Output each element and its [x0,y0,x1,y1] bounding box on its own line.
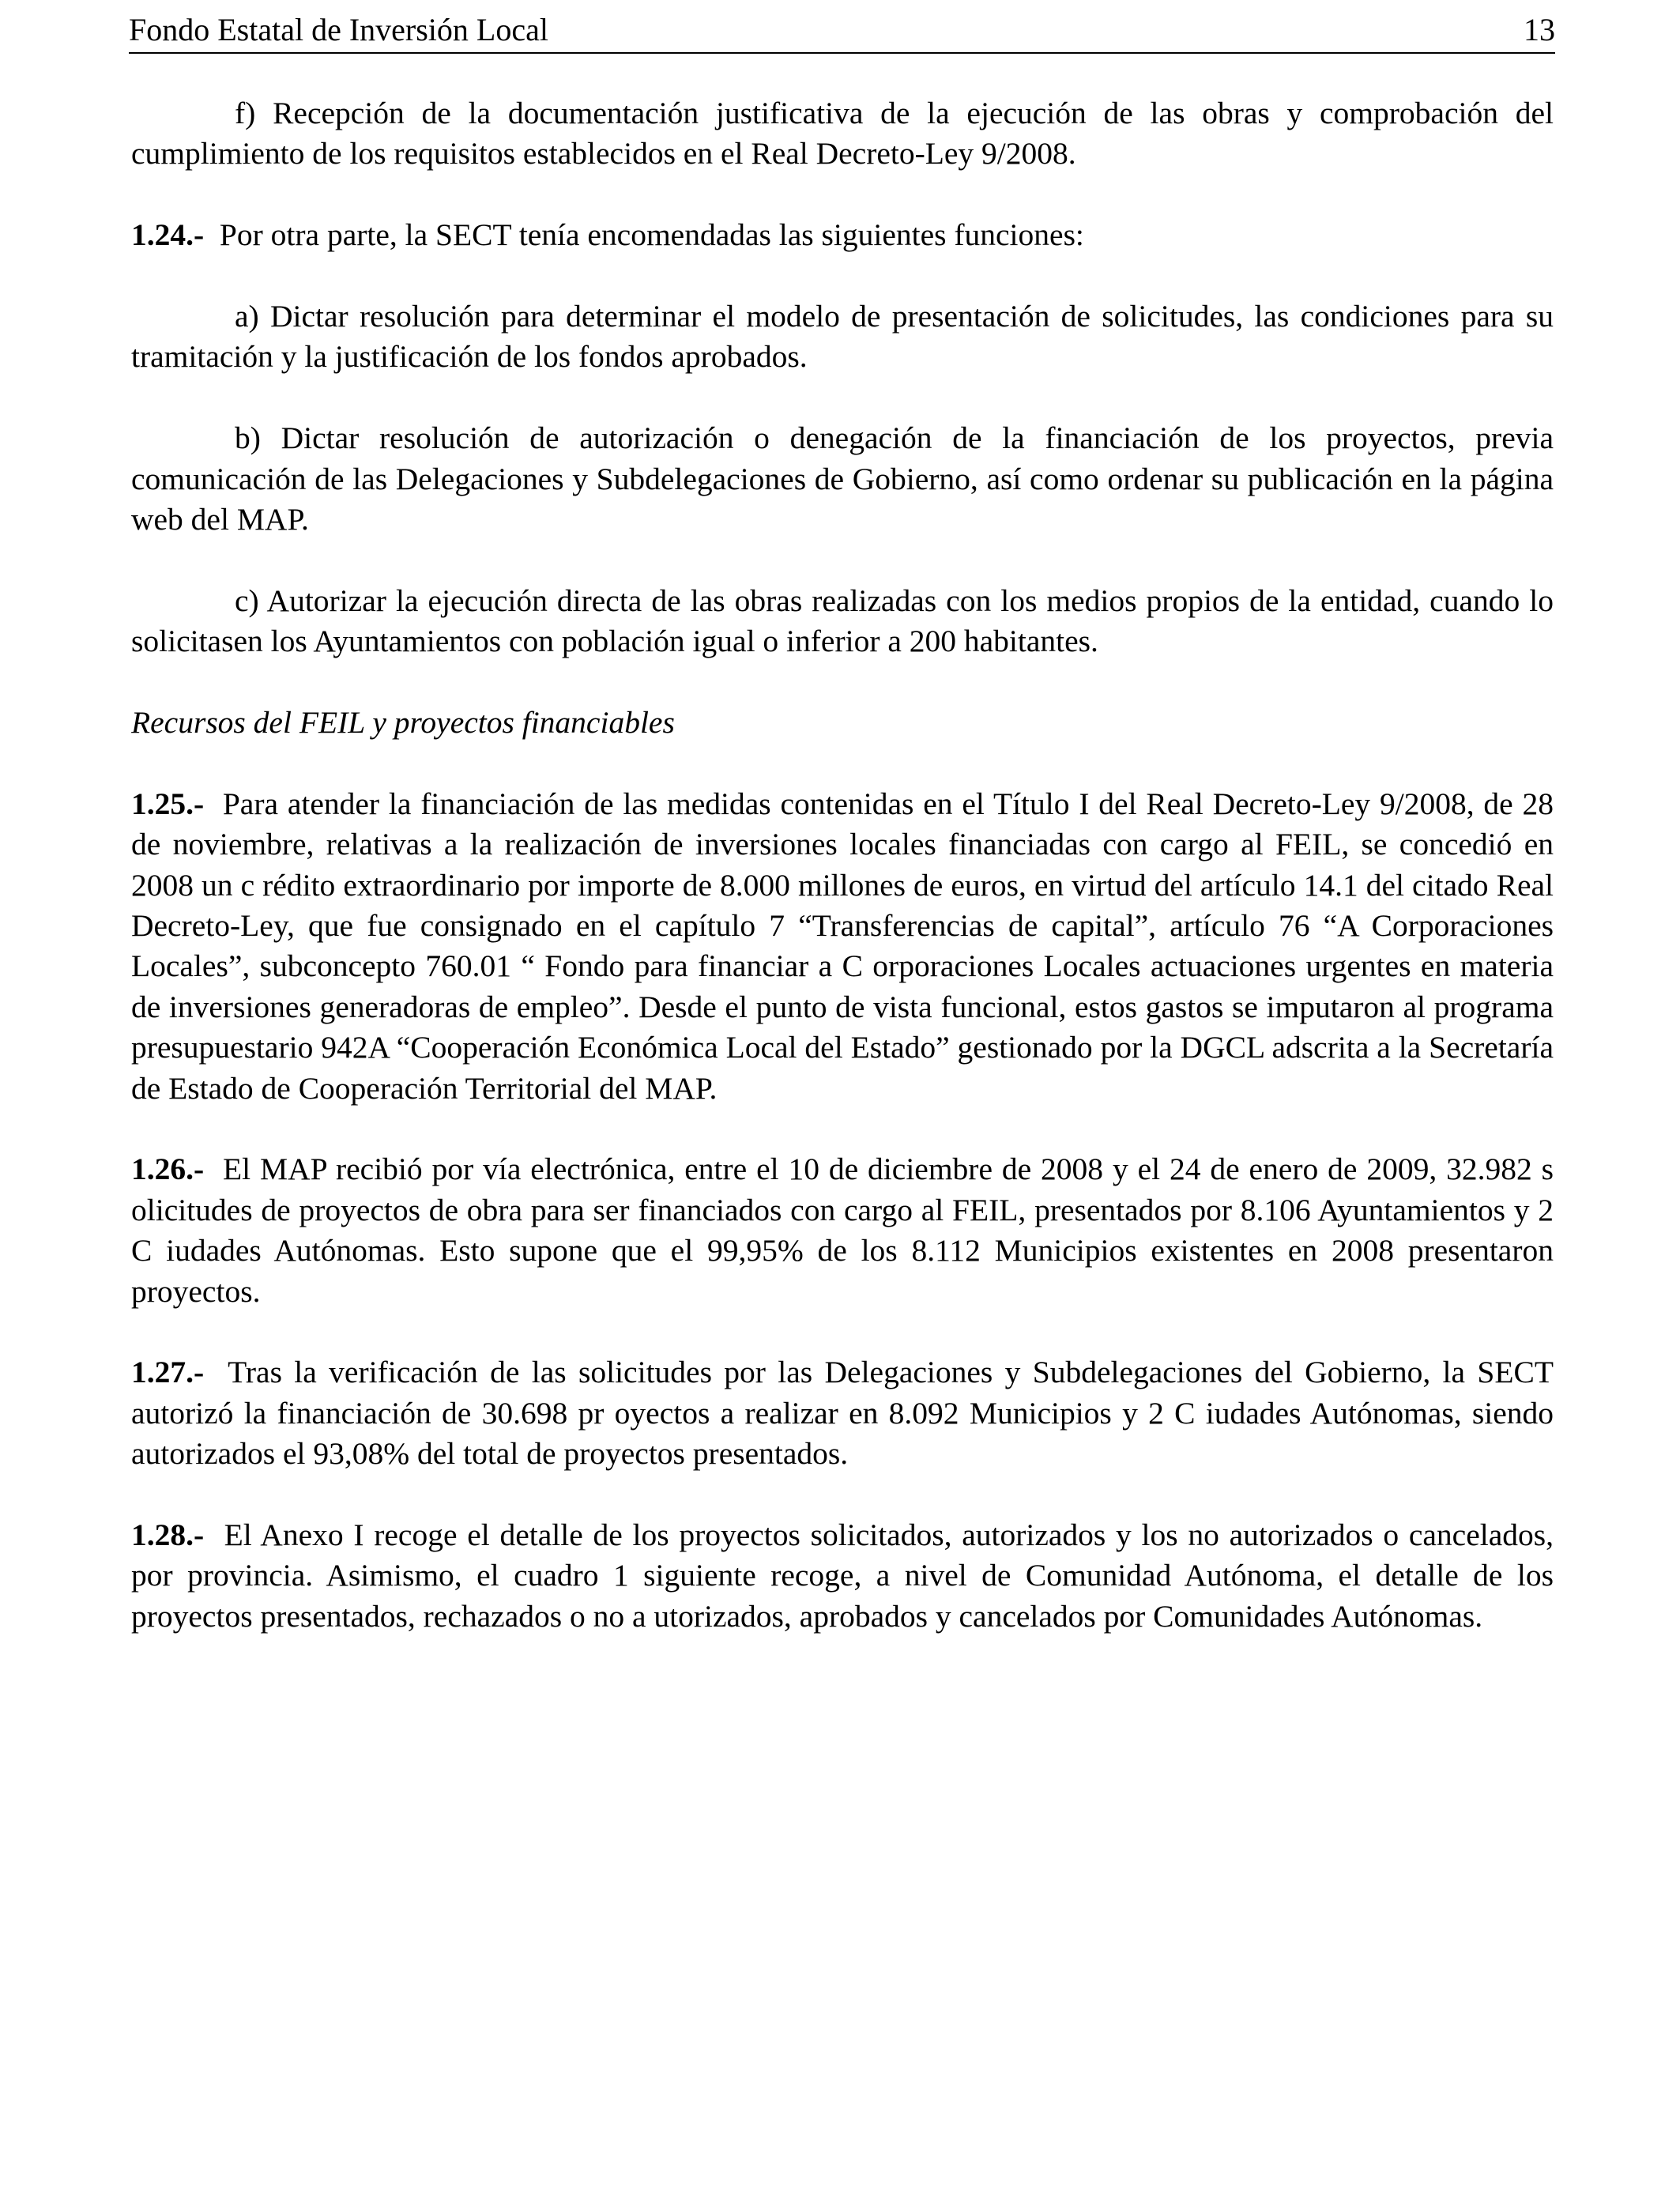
section-heading [131,703,1554,743]
paragraph-text: Tras la verificación de las solicitudes por las Delegaciones y Subdelegaciones del Gobierno, la SECT autorizó la financiación de 30.698 pr oyectos a realizar en 8.092 Municipios y 2 C iudades Autónomas, siendo autorizados el 93,08% del total de proyectos presentados. [131,1355,1554,1472]
paragraph-item-b [131,418,1554,540]
paragraph-item-c [131,581,1554,662]
paragraph-1-24 [131,215,1554,255]
paragraph-text: El MAP recibió por vía electrónica, entre el 10 de diciembre de 2008 y el 24 de enero de 2009, 32.982 s olicitudes de proyectos de obra para ser financiados con cargo al FEIL, presentados por 8.106 Ayuntamientos y 2 C iudades Autónomas. Esto supone que el 99,95% de los 8.112 Municipios existentes en 2008 presentaron proyectos. [131,1152,1554,1309]
paragraph-1-27 [131,1352,1554,1474]
paragraph-1-26 [131,1149,1554,1312]
paragraph-text: c) Autorizar la ejecución directa de las obras realizadas con los medios propios de la entidad, cuando lo solicitasen los Ayuntamientos con población igual o inferior a 200 habitantes. [131,582,1554,659]
paragraph-text: Por otra parte, la SECT tenía encomendadas las siguientes funciones: [219,217,1084,253]
paragraph-number: 1.24.- [131,217,205,253]
paragraph-1-25 [131,784,1554,1109]
header-title: Fondo Estatal de Inversión Local [129,12,548,47]
paragraph-text: a) Dictar resolución para determinar el modelo de presentación de solicitudes, las condiciones para su tramitación y la justificación de los fondos aprobados. [131,299,1554,375]
page-number: 13 [1524,12,1555,47]
section-heading-text: Recursos del FEIL y proyectos financiables [131,705,675,741]
paragraph-text: f) Recepción de la documentación justificativa de la ejecución de las obras y comprobación del cumplimiento de los requisitos establecidos en el Real Decreto-Ley 9/2008. [131,96,1554,172]
paragraph-number: 1.25.- [131,786,205,821]
paragraph-number: 1.28.- [131,1517,205,1553]
paragraph-text: El Anexo I recoge el detalle de los proyectos solicitados, autorizados y los no autorizados o cancelados, por provincia. Asimismo, el cuadro 1 siguiente recoge, a nivel de Comunidad Autónoma, el detalle de los proyectos presentados, rechazados o no a utorizados, aprobados y cancelados por Comunidades Autónomas. [131,1517,1554,1634]
page-header [129,8,1555,54]
paragraph-text: Para atender la financiación de las medidas contenidas en el Título I del Real Decreto-Ley 9/2008, de 28 de noviembre, relativas a la realización de inversiones locales financiadas con cargo al FEIL, se concedió en 2008 un c rédito extraordinario por importe de 8.000 millones de euros, en virtud del artículo 14.1 del citado Real Decreto-Ley, que fue consignado en el capítulo 7 “Transferencias de capital”, artículo 76 “A Corporaciones Locales”, subconcepto 760.01 “ Fondo para financiar a C orporaciones Locales actuaciones urgentes en materia de inversiones generadoras de empleo”. Desde el punto de vista funcional, estos gastos se imputaron al programa presupuestario 942A “Cooperación Económica Local del Estado” gestionado por la DGCL adscrita a la Secretaría de Estado de Cooperación Territorial del MAP. [131,786,1554,1106]
paragraph-1-28 [131,1515,1554,1637]
paragraph-number: 1.27.- [131,1355,205,1390]
paragraph-item-f [131,93,1554,175]
paragraph-text: b) Dictar resolución de autorización o denegación de la financiación de los proyectos, previa comunicación de las Delegaciones y Subdelegaciones de Gobierno, así como ordenar su publicación en la página web del MAP. [131,420,1554,537]
paragraph-number: 1.26.- [131,1152,205,1187]
document-body [131,93,1554,1678]
paragraph-item-a [131,296,1554,378]
